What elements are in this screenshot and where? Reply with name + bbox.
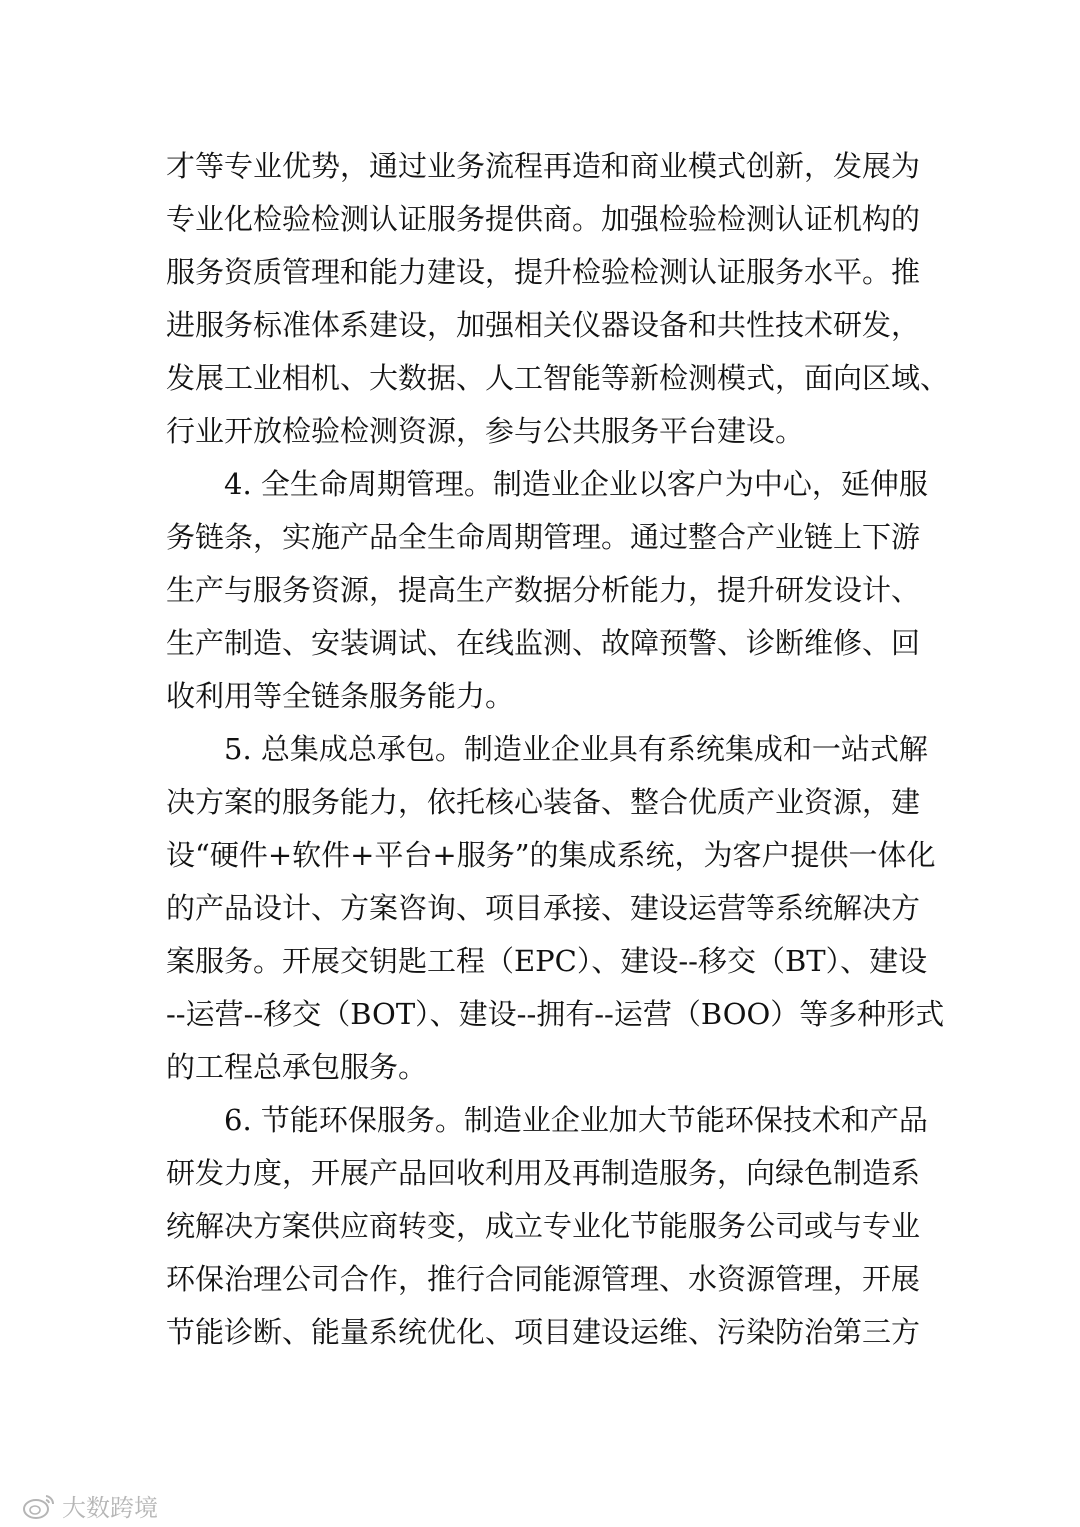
text-line: 生产与服务资源，提高生产数据分析能力，提升研发设计、 (166, 573, 921, 607)
text-line: 进服务标准体系建设，加强相关仪器设备和共性技术研发， (166, 308, 921, 342)
paragraph-continuation (166, 140, 950, 458)
text-line: 务链条，实施产品全生命周期管理。通过整合产业链上下游 (166, 520, 921, 554)
text-line: 节能诊断、能量系统优化、项目建设运维、污染防治第三方 (166, 1315, 921, 1349)
text-line: 收利用等全链条服务能力。 (166, 679, 515, 713)
text-line: 服务资质管理和能力建设，提升检验检测认证服务水平。推 (166, 255, 921, 289)
text-line: 案服务。开展交钥匙工程（EPC）、建设--移交（BT）、建设 (166, 944, 928, 978)
text-line: 的产品设计、方案咨询、项目承接、建设运营等系统解决方 (166, 891, 921, 925)
text-line: 统解决方案供应商转变，成立专业化节能服务公司或与专业 (166, 1209, 921, 1243)
text-line: 5. 总集成总承包。制造业企业具有系统集成和一站式解 (224, 732, 928, 766)
text-line: 的工程总承包服务。 (166, 1050, 428, 1084)
text-line: 决方案的服务能力，依托核心装备、整合优质产业资源，建 (166, 785, 921, 819)
watermark-text: 大数跨境 (62, 1494, 158, 1522)
text-line: 专业化检验检测认证服务提供商。加强检验检测认证机构的 (166, 202, 921, 236)
text-line: 4. 全生命周期管理。制造业企业以客户为中心，延伸服 (224, 467, 928, 501)
text-line: 才等专业优势，通过业务流程再造和商业模式创新，发展为 (166, 149, 921, 183)
paragraph-item-4 (166, 458, 928, 723)
text-line: 研发力度，开展产品回收利用及再制造服务，向绿色制造系 (166, 1156, 921, 1190)
watermark (22, 1488, 158, 1523)
text-line: --运营--移交（BOT）、建设--拥有--运营（BOO）等多种形式 (166, 997, 945, 1031)
body-text (166, 140, 950, 1359)
paragraph-item-6 (166, 1094, 928, 1359)
weibo-logo-icon (22, 1492, 56, 1520)
text-line: 行业开放检验检测资源，参与公共服务平台建设。 (166, 414, 805, 448)
text-line: 6. 节能环保服务。制造业企业加大节能环保技术和产品 (224, 1103, 928, 1137)
paragraph-item-5 (166, 723, 945, 1094)
text-line: 设“硬件+软件+平台+服务”的集成系统，为客户提供一体化 (166, 838, 936, 872)
text-line: 生产制造、安装调试、在线监测、故障预警、诊断维修、回 (166, 626, 921, 660)
text-line: 发展工业相机、大数据、人工智能等新检测模式，面向区域、 (166, 361, 950, 395)
text-line: 环保治理公司合作，推行合同能源管理、水资源管理，开展 (166, 1262, 921, 1296)
